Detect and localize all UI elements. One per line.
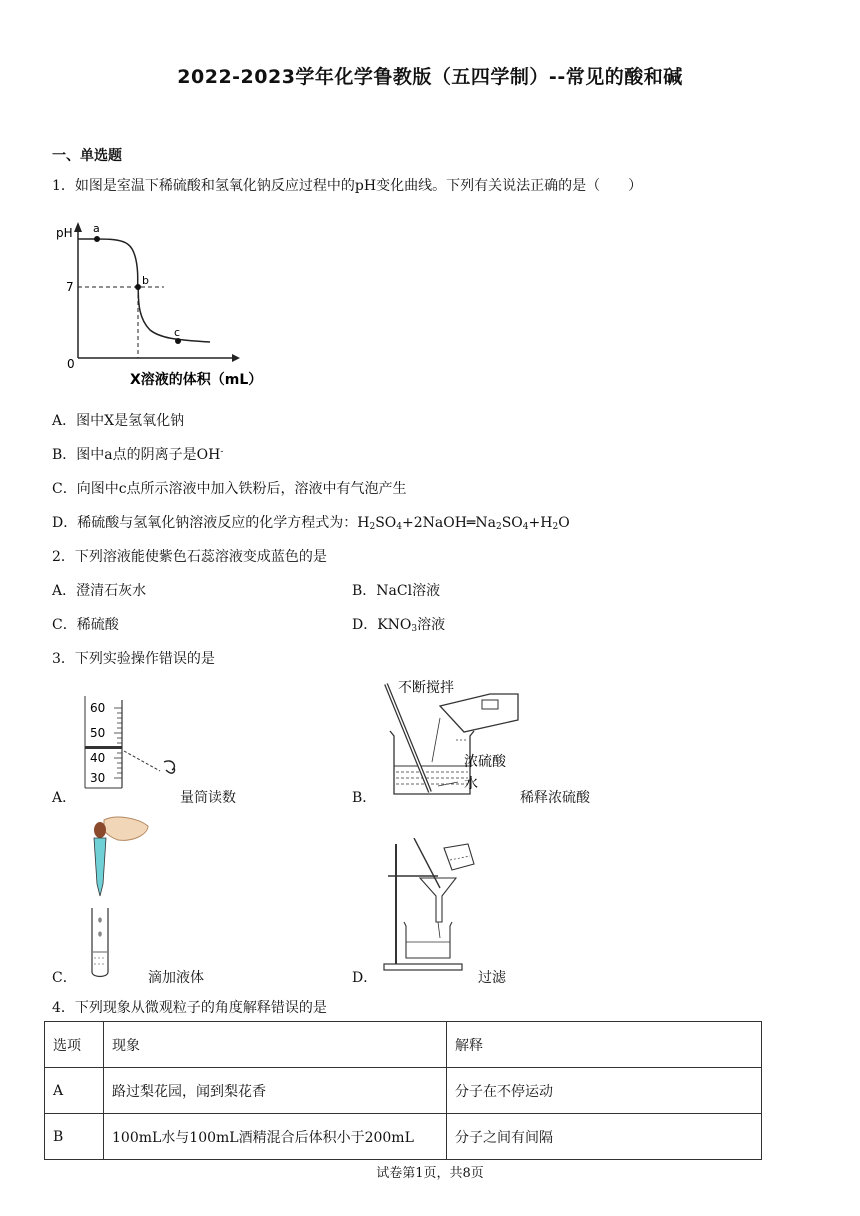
collect-beaker: [404, 922, 452, 958]
table-cell: 路过梨花园，闻到梨花香: [104, 1068, 447, 1114]
q2-option-a: A．澄清石灰水: [52, 583, 147, 599]
water-label: 水: [464, 776, 478, 792]
point-a-label: a: [93, 222, 100, 235]
tick-label: 50: [90, 726, 106, 740]
dilute-acid-illustration: [378, 676, 528, 800]
cylinder-reading-illustration: [80, 696, 190, 792]
dropper-illustration: [78, 812, 158, 978]
y-axis-label: pH: [56, 226, 73, 240]
tick-label: 30: [90, 771, 106, 785]
stir-label: 不断搅拌: [398, 680, 454, 696]
liquid-meniscus: [85, 746, 122, 749]
acid-label: 浓硫酸: [464, 754, 506, 770]
stand-base: [384, 964, 462, 970]
q1-option-a: A．图中X是氢氧化钠: [52, 413, 185, 429]
q3-option-d-letter: D．: [352, 970, 378, 986]
filtration-illustration: [380, 838, 480, 978]
point-c-label: c: [174, 326, 181, 339]
table-header-cell: 选项: [45, 1022, 104, 1068]
point-a-marker: [94, 236, 100, 242]
table-row: [45, 1114, 762, 1160]
point-b-marker: [135, 284, 141, 290]
x-axis-label: X溶液的体积（mL）: [130, 372, 263, 388]
question-2-stem: 2．下列溶液能使紫色石蕊溶液变成蓝色的是: [52, 549, 327, 565]
q3-option-d-caption: 过滤: [478, 970, 506, 986]
q1-option-d: D．稀硫酸与氢氧化钠溶液反应的化学方程式为：$H_2SO_4+2NaOH═Na_2SO_4+H_2O$: [52, 515, 570, 532]
ph-curve: [78, 239, 210, 342]
chemical-equation: $H_2SO_4+2NaOH═Na_2SO_4+H_2O$: [357, 515, 570, 532]
acid-stream: [432, 718, 440, 762]
eye-icon: [164, 761, 175, 773]
q4-table: [44, 1021, 762, 1160]
table-header-cell: 现象: [104, 1022, 447, 1068]
table-cell: B: [45, 1114, 104, 1160]
table-row: [45, 1068, 762, 1114]
beaker: [390, 731, 474, 794]
ph-curve-graph: [50, 212, 300, 392]
q3-option-c-letter: C．: [52, 970, 77, 986]
x-axis-arrow: [232, 354, 240, 362]
q3-option-b-caption: 稀释浓硫酸: [520, 790, 590, 806]
dropper-bulb: [94, 822, 106, 838]
q1-option-c: C．向图中c点所示溶液中加入铁粉后，溶液中有气泡产生: [52, 481, 407, 497]
section-heading: 一、单选题: [52, 148, 122, 164]
acid-bottle: [440, 694, 518, 732]
q3-option-a-letter: A．: [52, 790, 77, 806]
table-cell: 分子之间有间隔: [447, 1114, 762, 1160]
tick-label: 40: [90, 751, 106, 765]
table-cell: 分子在不停运动: [447, 1068, 762, 1114]
hand: [104, 817, 148, 840]
q3-option-c-caption: 滴加液体: [148, 970, 204, 986]
question-4-stem: 4．下列现象从微观粒子的角度解释错误的是: [52, 1000, 327, 1016]
table-cell: 100mL水与100mL酒精混合后体积小于200mL: [104, 1114, 447, 1160]
pour-beaker: [444, 844, 474, 870]
dropper-tube: [94, 838, 106, 896]
y-axis-arrow: [74, 222, 82, 232]
q2-option-c: C．稀硫酸: [52, 617, 119, 633]
page-title: 2022-2023学年化学鲁教版（五四学制）--常见的酸和碱: [177, 66, 683, 88]
table-header-cell: 解释: [447, 1022, 762, 1068]
table-cell: A: [45, 1068, 104, 1114]
q2-option-b: B．NaCl溶液: [352, 583, 441, 599]
point-b-label: b: [142, 274, 149, 287]
tick-label: 60: [90, 701, 106, 715]
q1-option-b: B．图中a点的阴离子是OH-: [52, 447, 224, 463]
q3-option-a-caption: 量筒读数: [180, 790, 236, 806]
y-tick-7: 7: [66, 280, 74, 294]
question-1-stem: 1．如图是室温下稀硫酸和氢氧化钠反应过程中的pH变化曲线。下列有关说法正确的是（ ）: [52, 178, 643, 194]
table-header-row: [45, 1022, 762, 1068]
page-footer: 试卷第1页，共8页: [376, 1166, 484, 1181]
q2-option-d: D．$KNO_3$溶液: [352, 617, 446, 634]
sight-line: [124, 751, 160, 771]
origin-label: 0: [67, 357, 75, 371]
question-3-stem: 3．下列实验操作错误的是: [52, 651, 215, 667]
q3-option-b-letter: B．: [352, 790, 377, 806]
